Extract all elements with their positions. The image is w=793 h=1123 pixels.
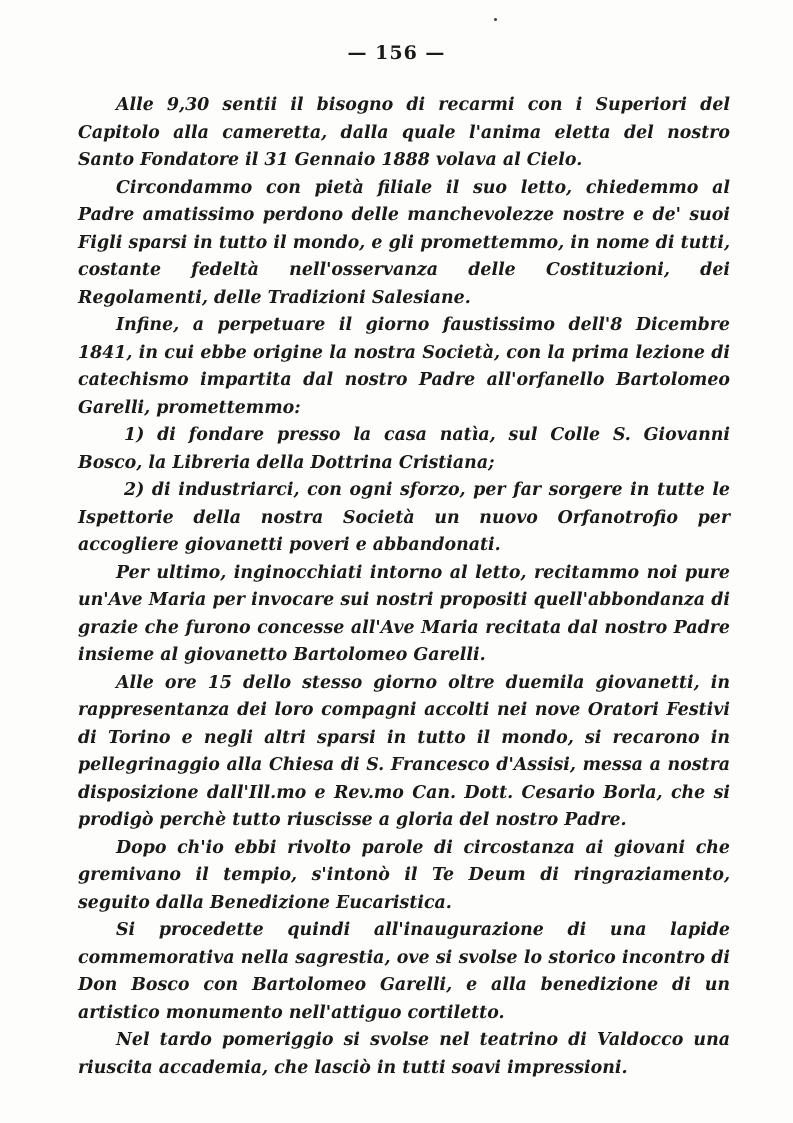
page-number: — 156 — (347, 42, 446, 64)
body-text (78, 92, 730, 1082)
paragraph: Alle 9,30 sentii il bisogno di recarmi con i Superiori del Capitolo alla cameretta, dalla quale l'anima eletta del nostro Santo Fondatore il 31 Gennaio 1888 volava al Cielo. (78, 95, 730, 170)
print-speck (494, 18, 497, 21)
paragraph: Per ultimo, inginocchiati intorno al letto, recitammo noi pure un'Ave Maria per invocare sui nostri propositi quell'abbondanza di grazie che furono concesse all'Ave Maria recitata dal nostro Padre insieme al giovanetto Bartolomeo Garelli. (78, 562, 730, 665)
paragraph: Alle ore 15 dello stesso giorno oltre duemila giovanetti, in rappresentanza dei loro compagni accolti nei nove Oratori Festivi di Torino e negli altri sparsi in tutto il mondo, si recarono in pellegrinaggio alla Chiesa di S. Francesco d'Assisi, messa a nostra disposizione dall'Ill.mo e Rev.mo Can. Dott. Cesario Borla, che si prodigò perchè tutto riuscisse a gloria del nostro Padre. (78, 672, 730, 830)
paragraph: Nel tardo pomeriggio si svolse nel teatrino di Valdocco una riuscita accademia, che lasciò in tutti soavi impressioni. (78, 1030, 730, 1078)
paragraph: Circondammo con pietà filiale il suo letto, chiedemmo al Padre amatissimo perdono delle manchevolezze nostre e de' suoi Figli sparsi in tutto il mondo, e gli promettemmo, in nome di tutti, costante fedeltà nell'osservanza delle Costituzioni, dei Regolamenti, delle Tradizioni Salesiane. (78, 177, 730, 308)
paragraph: Si procedette quindi all'inaugurazione di una lapide commemorativa nella sagrestia, ove si svolse lo storico incontro di Don Bosco con Bartolomeo Garelli, e alla benedizione di un artistico monumento nell'attiguo cortiletto. (78, 920, 730, 1023)
list-item: 2) di industriarci, con ogni sforzo, per far sorgere in tutte le Ispettorie della nostra Società un nuovo Orfanotrofio per accogliere giovanetti poveri e abbandonati. (78, 480, 730, 555)
list-item: 1) di fondare presso la casa natìa, sul Colle S. Giovanni Bosco, la Libreria della Dottrina Cristiana; (78, 425, 730, 473)
paragraph: Infine, a perpetuare il giorno faustissimo dell'8 Dicembre 1841, in cui ebbe origine la nostra Società, con la prima lezione di catechismo impartita dal nostro Padre all'orfanello Bartolomeo Garelli, promettemmo: (78, 315, 730, 418)
paragraph: Dopo ch'io ebbi rivolto parole di circostanza ai giovani che gremivano il tempio, s'intonò il Te Deum di ringraziamento, seguito dalla Benedizione Eucaristica. (78, 837, 730, 913)
